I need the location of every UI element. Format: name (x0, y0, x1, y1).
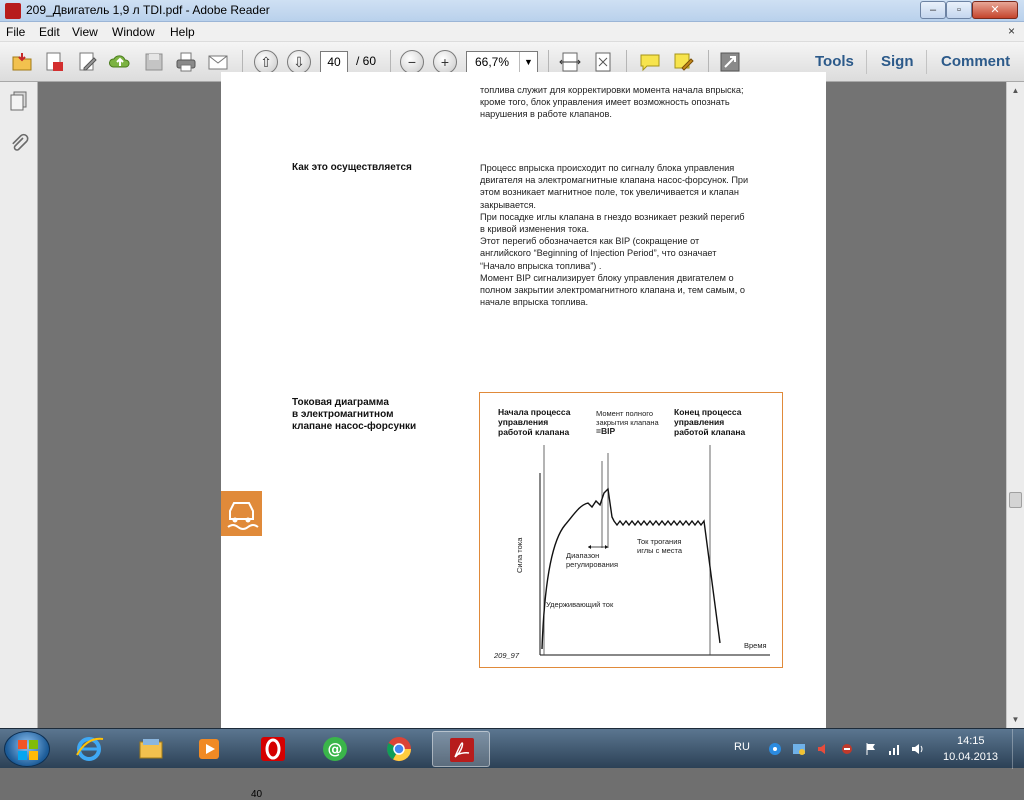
label-line: Момент полного (596, 409, 653, 418)
sign-link[interactable]: Sign (881, 53, 914, 70)
start-button[interactable] (4, 731, 50, 767)
text-line: закрывается. (480, 199, 536, 210)
chevron-down-icon[interactable]: ▼ (519, 52, 537, 72)
taskbar-media-player[interactable] (180, 731, 238, 767)
label-line: регулирования (566, 560, 619, 569)
cloud-upload-icon[interactable] (108, 50, 132, 74)
text-line: Этот перегиб обозначается как BIP (сокращение от (480, 236, 700, 247)
text-line: двигателя на электромагнитные клапана насос-форсунок. При (480, 175, 749, 186)
open-icon[interactable] (10, 50, 34, 74)
taskbar-adobe-reader[interactable] (432, 731, 490, 767)
scroll-up-icon[interactable]: ▲ (1011, 86, 1020, 95)
scroll-thumb[interactable] (1009, 492, 1022, 508)
mail-agent-icon (321, 735, 349, 763)
menu-window[interactable]: Window (112, 25, 155, 39)
maximize-button[interactable]: ▫ (946, 1, 972, 19)
y-axis-label: Сила тока (515, 537, 524, 573)
zoom-in-button[interactable]: + (433, 50, 457, 74)
heading-line: Токовая диаграмма (292, 397, 389, 408)
label-line: управления (498, 417, 549, 427)
page-thumbnails-icon[interactable] (8, 90, 30, 112)
car-icon (221, 491, 262, 536)
page-number: 40 (251, 789, 263, 800)
current-curve (542, 489, 720, 649)
current-diagram-figure (479, 392, 783, 668)
comment-icon[interactable] (638, 50, 662, 74)
adobe-reader-icon (448, 736, 476, 764)
show-desktop-button[interactable] (1012, 729, 1024, 769)
folder-icon (137, 735, 165, 763)
toolbar-separator (626, 50, 627, 74)
flag-icon[interactable] (864, 742, 878, 756)
speaker-alert-icon[interactable] (816, 742, 830, 756)
taskbar-explorer[interactable] (122, 731, 180, 767)
title-bar (0, 0, 1024, 22)
menu-bar (0, 22, 1024, 42)
label-line: Начала процесса (498, 407, 571, 417)
tools-link[interactable]: Tools (815, 53, 854, 70)
paragraph-top (480, 84, 744, 121)
save-icon[interactable] (142, 50, 166, 74)
clock-time[interactable]: 14:15 (957, 735, 985, 747)
current-curve-plot (480, 393, 782, 667)
section-heading: Как это осуществляется (292, 162, 412, 173)
label-line: управления (674, 417, 725, 427)
toolbar-separator (708, 50, 709, 74)
text-line: топлива служит для корректировки момента начала впрыска; (480, 85, 744, 95)
toolbar-separator (390, 50, 391, 74)
vertical-scrollbar[interactable] (1006, 82, 1024, 728)
comment-link[interactable]: Comment (941, 53, 1011, 70)
figure-heading (292, 397, 416, 433)
text-line: Процесс впрыска происходит по сигналу блока управления (480, 163, 735, 173)
sync-icon[interactable] (792, 742, 806, 756)
taskbar (0, 728, 1024, 768)
toolbar-separator (548, 50, 549, 74)
create-pdf-icon[interactable] (42, 50, 66, 74)
tools-tray-icon[interactable] (840, 742, 854, 756)
text-line: начале впрыска топлива. (480, 297, 589, 308)
zoom-out-button[interactable]: − (400, 50, 424, 74)
full-screen-icon[interactable] (718, 50, 742, 74)
signal-icon[interactable] (888, 742, 902, 756)
navigation-panel (0, 82, 38, 728)
volume-icon[interactable] (911, 742, 925, 756)
minimize-button[interactable]: – (920, 1, 946, 19)
figure-code: 209_97 (494, 651, 520, 660)
label-line: закрытия клапана (596, 418, 659, 427)
edit-icon[interactable] (76, 50, 100, 74)
label-holding-current: Удерживающий ток (546, 600, 614, 609)
network-icon[interactable] (768, 742, 782, 756)
label-line: Конец процесса (674, 407, 742, 417)
label-line: Ток трогания (637, 537, 682, 546)
taskbar-mail-agent[interactable] (306, 731, 364, 767)
highlight-icon[interactable] (672, 50, 696, 74)
text-line: этом возникает магнитное поле, ток увеличивается и клапан (480, 187, 739, 198)
label-needle-pickup-current (637, 537, 682, 555)
page-number-input[interactable]: 40 (320, 51, 348, 73)
zoom-value: 66,7% (475, 55, 510, 69)
label-line: Диапазон (566, 551, 600, 560)
menu-view[interactable]: View (72, 25, 98, 39)
toolbar-separator (926, 50, 927, 74)
text-line: кроме того, блок управления имеет возможность опознать (480, 97, 730, 108)
toolbar-separator (866, 50, 867, 74)
previous-page-button[interactable]: ⇧ (254, 50, 278, 74)
label-line: =BIP (596, 426, 616, 436)
media-player-icon (195, 735, 223, 763)
window-title: 209_Двигатель 1,9 л TDI.pdf - Adobe Reader (26, 3, 270, 17)
close-document-button[interactable]: × (1008, 24, 1016, 38)
label-line: работой клапана (674, 427, 746, 437)
email-icon[interactable] (206, 50, 230, 74)
taskbar-chrome[interactable] (370, 731, 428, 767)
next-page-button[interactable]: ⇩ (287, 50, 311, 74)
text-line: При посадке иглы клапана в гнездо возникает резкий перегиб (480, 211, 745, 222)
text-line: английского “Beginning of Injection Period”, что означает (480, 248, 717, 259)
text-line: “Начало впрыска топлива”) . (480, 260, 602, 271)
label-line: работой клапана (498, 427, 570, 437)
chrome-icon (385, 735, 413, 763)
heading-line: клапане насос-форсунки (292, 421, 417, 432)
svg-text:@: @ (327, 740, 343, 758)
x-axis-label: Время (744, 641, 767, 650)
page-total: / 60 (356, 54, 377, 68)
scroll-down-icon[interactable]: ▼ (1011, 715, 1020, 724)
taskbar-internet-explorer[interactable] (60, 731, 118, 767)
adobe-reader-icon (5, 3, 21, 19)
heading-line: в электромагнитном (292, 409, 394, 420)
language-indicator[interactable]: RU (734, 741, 750, 753)
menu-file[interactable]: File (6, 25, 26, 39)
fit-page-icon[interactable] (591, 50, 615, 74)
text-line: Момент BIP сигнализирует блоку управления двигателем о (480, 272, 734, 283)
close-button[interactable]: ✕ (972, 1, 1018, 19)
menu-help[interactable]: Help (170, 25, 195, 39)
text-line: в кривой изменения тока. (480, 224, 590, 235)
attachments-icon[interactable] (8, 132, 30, 154)
text-line: полном закрытии электромагнитного клапана и, тем самым, о (480, 285, 745, 296)
opera-icon (259, 735, 287, 763)
print-icon[interactable] (174, 50, 198, 74)
clock-date[interactable]: 10.04.2013 (943, 751, 999, 763)
fit-width-icon[interactable] (558, 50, 582, 74)
label-line: иглы с места (637, 546, 683, 555)
toolbar-separator (242, 50, 243, 74)
label-regulating-range (566, 551, 618, 569)
paragraph-process (480, 162, 748, 308)
zoom-select[interactable] (466, 51, 538, 73)
internet-explorer-icon (75, 735, 103, 763)
menu-edit[interactable]: Edit (39, 25, 60, 39)
taskbar-opera[interactable] (244, 731, 302, 767)
text-line: нарушения в работе клапанов. (480, 109, 612, 120)
